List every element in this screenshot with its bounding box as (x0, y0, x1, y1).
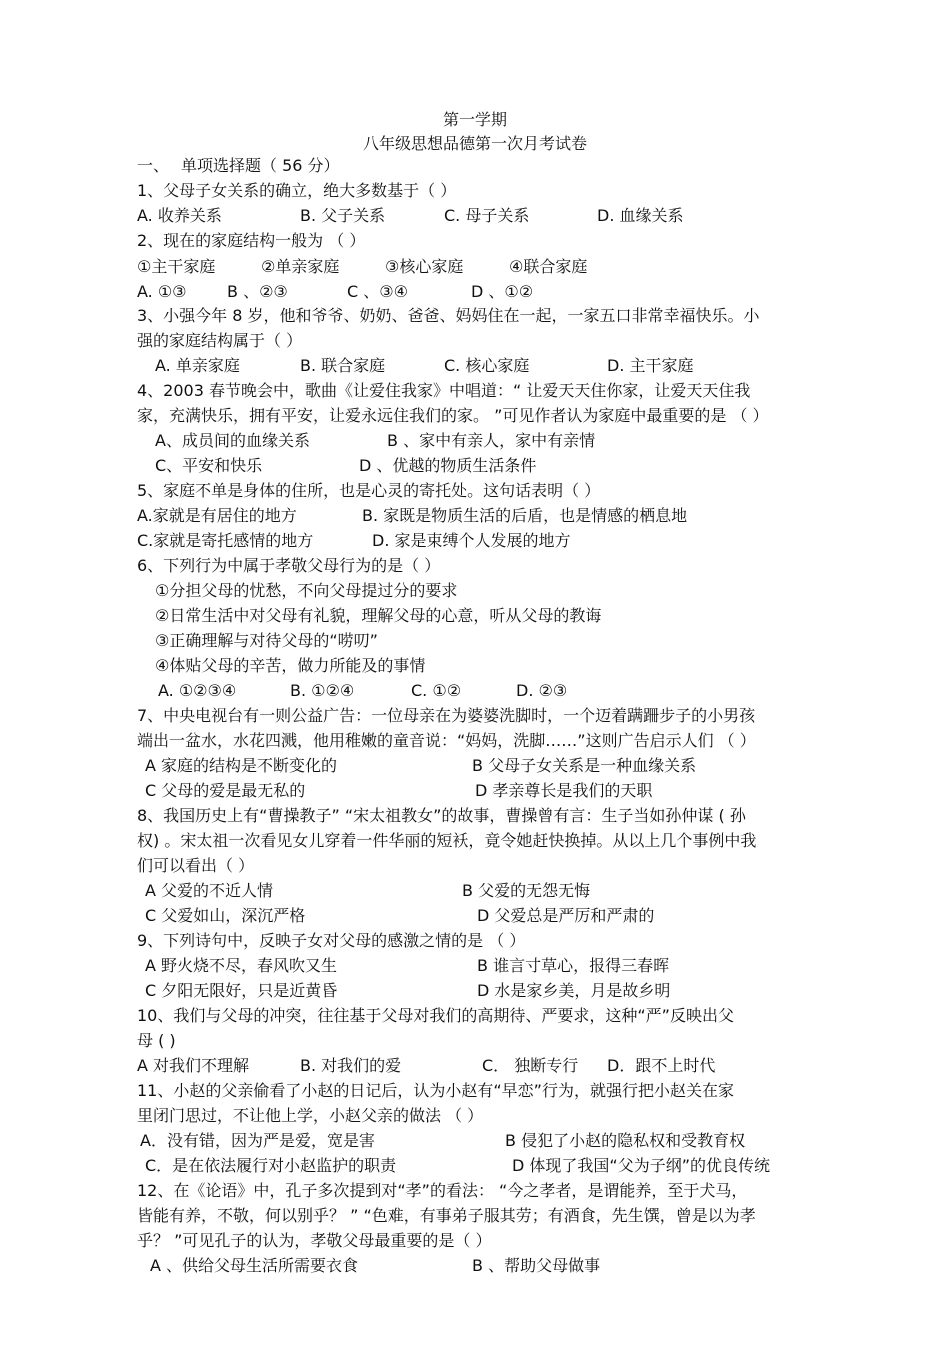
exam-term: 第一学期 (442, 110, 507, 129)
question-4-stem-line-2: 家，充满快乐，拥有平安，让爱永远住我们的家。 ”可见作者认为家庭中最重要的是 （ ） (137, 406, 769, 425)
q12-option-b: B 、帮助父母做事 (472, 1256, 601, 1275)
q9-option-a: A 野火烧不尽，春风吹又生 (145, 956, 338, 975)
question-4-stem-line-1: 4、2003 春节晚会中，歌曲《让爱住我家》中唱道：“ 让爱天天住你家，让爱天天住我 (137, 381, 751, 400)
q6-option-c: C. ①② (411, 681, 462, 700)
q10-option-c: C． 独断专行 (482, 1056, 579, 1075)
q3-option-d: D. 主干家庭 (607, 356, 694, 375)
question-3-stem-line-1: 3、小强今年 8 岁，他和爷爷、奶奶、爸爸、妈妈住在一起，一家五口非常幸福快乐。小 (137, 306, 760, 325)
q3-option-a: A. 单亲家庭 (155, 356, 240, 375)
question-8-stem-line-1: 8、我国历史上有“曹操教子” “宋太祖教女”的故事，曹操曾有言：生子当如孙仲谋 ( 孙 (137, 806, 746, 825)
q1-option-b: B. 父子关系 (300, 206, 386, 225)
question-11-stem-line-2: 里闭门思过，不让他上学，小赵父亲的做法 （ ） (137, 1106, 484, 1125)
q2-option-c: C 、③④ (347, 282, 408, 301)
q11-option-b: B 侵犯了小赵的隐私权和受教育权 (505, 1131, 746, 1150)
q2-item-4: ④联合家庭 (509, 257, 588, 276)
q11-option-d: D 体现了我国“父为子纲”的优良传统 (512, 1156, 770, 1175)
q9-option-d: D 水是家乡美，月是故乡明 (477, 981, 671, 1000)
q6-item-2: ②日常生活中对父母有礼貌，理解父母的心意，听从父母的教诲 (155, 606, 602, 625)
question-10-stem-line-2: 母 ( ) (137, 1031, 176, 1050)
section-number: 一、 (137, 156, 170, 175)
exam-title: 八年级思想品德第一次月考试卷 (362, 134, 587, 153)
question-7-stem-line-2: 端出一盆水，水花四溅，他用稚嫩的童音说：“妈妈，洗脚……”这则广告启示人们 （ ） (137, 731, 756, 750)
q6-item-3: ③正确理解与对待父母的“唠叨” (155, 631, 378, 650)
q2-item-3: ③核心家庭 (385, 257, 464, 276)
q10-option-d: D．跟不上时代 (607, 1056, 716, 1075)
q8-option-c: C 父爱如山，深沉严格 (145, 906, 306, 925)
question-6-stem: 6、下列行为中属于孝敬父母行为的是（ ） (137, 556, 441, 575)
q10-option-b: B. 对我们的爱 (300, 1056, 402, 1075)
q7-option-c: C 父母的爱是最无私的 (145, 781, 306, 800)
question-8-stem-line-3: 们可以看出（ ） (137, 856, 255, 875)
question-3-stem-line-2: 强的家庭结构属于（ ） (137, 331, 303, 350)
q3-option-b: B. 联合家庭 (300, 356, 386, 375)
q2-item-1: ①主干家庭 (137, 257, 216, 276)
q4-option-b: B 、家中有亲人，家中有亲情 (387, 431, 596, 450)
q7-option-d: D 孝亲尊长是我们的天职 (475, 781, 653, 800)
question-2-stem: 2、现在的家庭结构一般为 （ ） (137, 231, 366, 250)
q5-option-b: B. 家既是物质生活的后盾，也是情感的栖息地 (362, 506, 688, 525)
q1-option-c: C. 母子关系 (444, 206, 530, 225)
q1-option-d: D. 血缘关系 (597, 206, 684, 225)
q2-item-2: ②单亲家庭 (261, 257, 340, 276)
q7-option-a: A 家庭的结构是不断变化的 (145, 756, 338, 775)
q5-option-c: C.家就是寄托感情的地方 (137, 531, 314, 550)
question-1-stem: 1、父母子女关系的确立，绝大多数基于（ ） (137, 181, 457, 200)
q4-option-a: A、成员间的血缘关系 (155, 431, 310, 450)
q8-option-b: B 父爱的无怨无悔 (462, 881, 591, 900)
q2-option-b: B 、②③ (227, 282, 288, 301)
question-7-stem-line-1: 7、中央电视台有一则公益广告：一位母亲在为婆婆洗脚时，一个迈着蹒跚步子的小男孩 (137, 706, 756, 725)
q6-option-a: A. ①②③④ (158, 681, 237, 700)
q9-option-c: C 夕阳无限好，只是近黄昏 (145, 981, 338, 1000)
q8-option-a: A 父爱的不近人情 (145, 881, 274, 900)
question-11-stem-line-1: 11、小赵的父亲偷看了小赵的日记后，认为小赵有“早恋”行为，就强行把小赵关在家 (137, 1081, 734, 1100)
q2-option-a: A. ①③ (137, 282, 187, 301)
q6-option-d: D. ②③ (516, 681, 568, 700)
q3-option-c: C. 核心家庭 (444, 356, 530, 375)
q7-option-b: B 父母子女关系是一种血缘关系 (472, 756, 697, 775)
question-10-stem-line-1: 10、我们与父母的冲突，往往基于父母对我们的高期待、严要求，这种“严”反映出父 (137, 1006, 734, 1025)
q6-item-4: ④体贴父母的辛苦，做力所能及的事情 (155, 656, 426, 675)
q5-option-a: A.家就是有居住的地方 (137, 506, 297, 525)
question-9-stem: 9、下列诗句中，反映子女对父母的感激之情的是 （ ） (137, 931, 526, 950)
q12-option-a: A 、供给父母生活所需要衣食 (150, 1256, 359, 1275)
q9-option-b: B 谁言寸草心，报得三春晖 (477, 956, 670, 975)
q10-option-a: A 对我们不理解 (137, 1056, 250, 1075)
q11-option-a: A．没有错，因为严是爱，宽是害 (140, 1131, 375, 1150)
q4-option-d: D 、优越的物质生活条件 (359, 456, 537, 475)
question-12-stem-line-2: 皆能有养，不敬，何以别乎？ ” “色难，有事弟子服其劳；有酒食，先生馔，曾是以为孝 (137, 1206, 756, 1225)
section-title: 单项选择题（ 56 分） (181, 156, 340, 175)
question-12-stem-line-1: 12、在《论语》中，孔子多次提到对“孝”的看法： “今之孝者，是谓能养，至于犬马， (137, 1181, 748, 1200)
q6-option-b: B. ①②④ (290, 681, 355, 700)
q8-option-d: D 父爱总是严厉和严肃的 (477, 906, 655, 925)
question-12-stem-line-3: 乎？ ”可见孔子的认为，孝敬父母最重要的是（ ） (137, 1231, 492, 1250)
q5-option-d: D. 家是束缚个人发展的地方 (372, 531, 571, 550)
q4-option-c: C、平安和快乐 (155, 456, 263, 475)
q6-item-1: ①分担父母的忧愁，不向父母提过分的要求 (155, 581, 458, 600)
q2-option-d: D 、①② (471, 282, 534, 301)
question-5-stem: 5、家庭不单是身体的住所，也是心灵的寄托处。这句话表明（ ） (137, 481, 601, 500)
question-8-stem-line-2: 权) 。宋太祖一次看见女儿穿着一件华丽的短袄，竟令她赶快换掉。从以上几个事例中我 (137, 831, 757, 850)
q1-option-a: A. 收养关系 (137, 206, 222, 225)
q11-option-c: C．是在依法履行对小赵监护的职责 (145, 1156, 397, 1175)
